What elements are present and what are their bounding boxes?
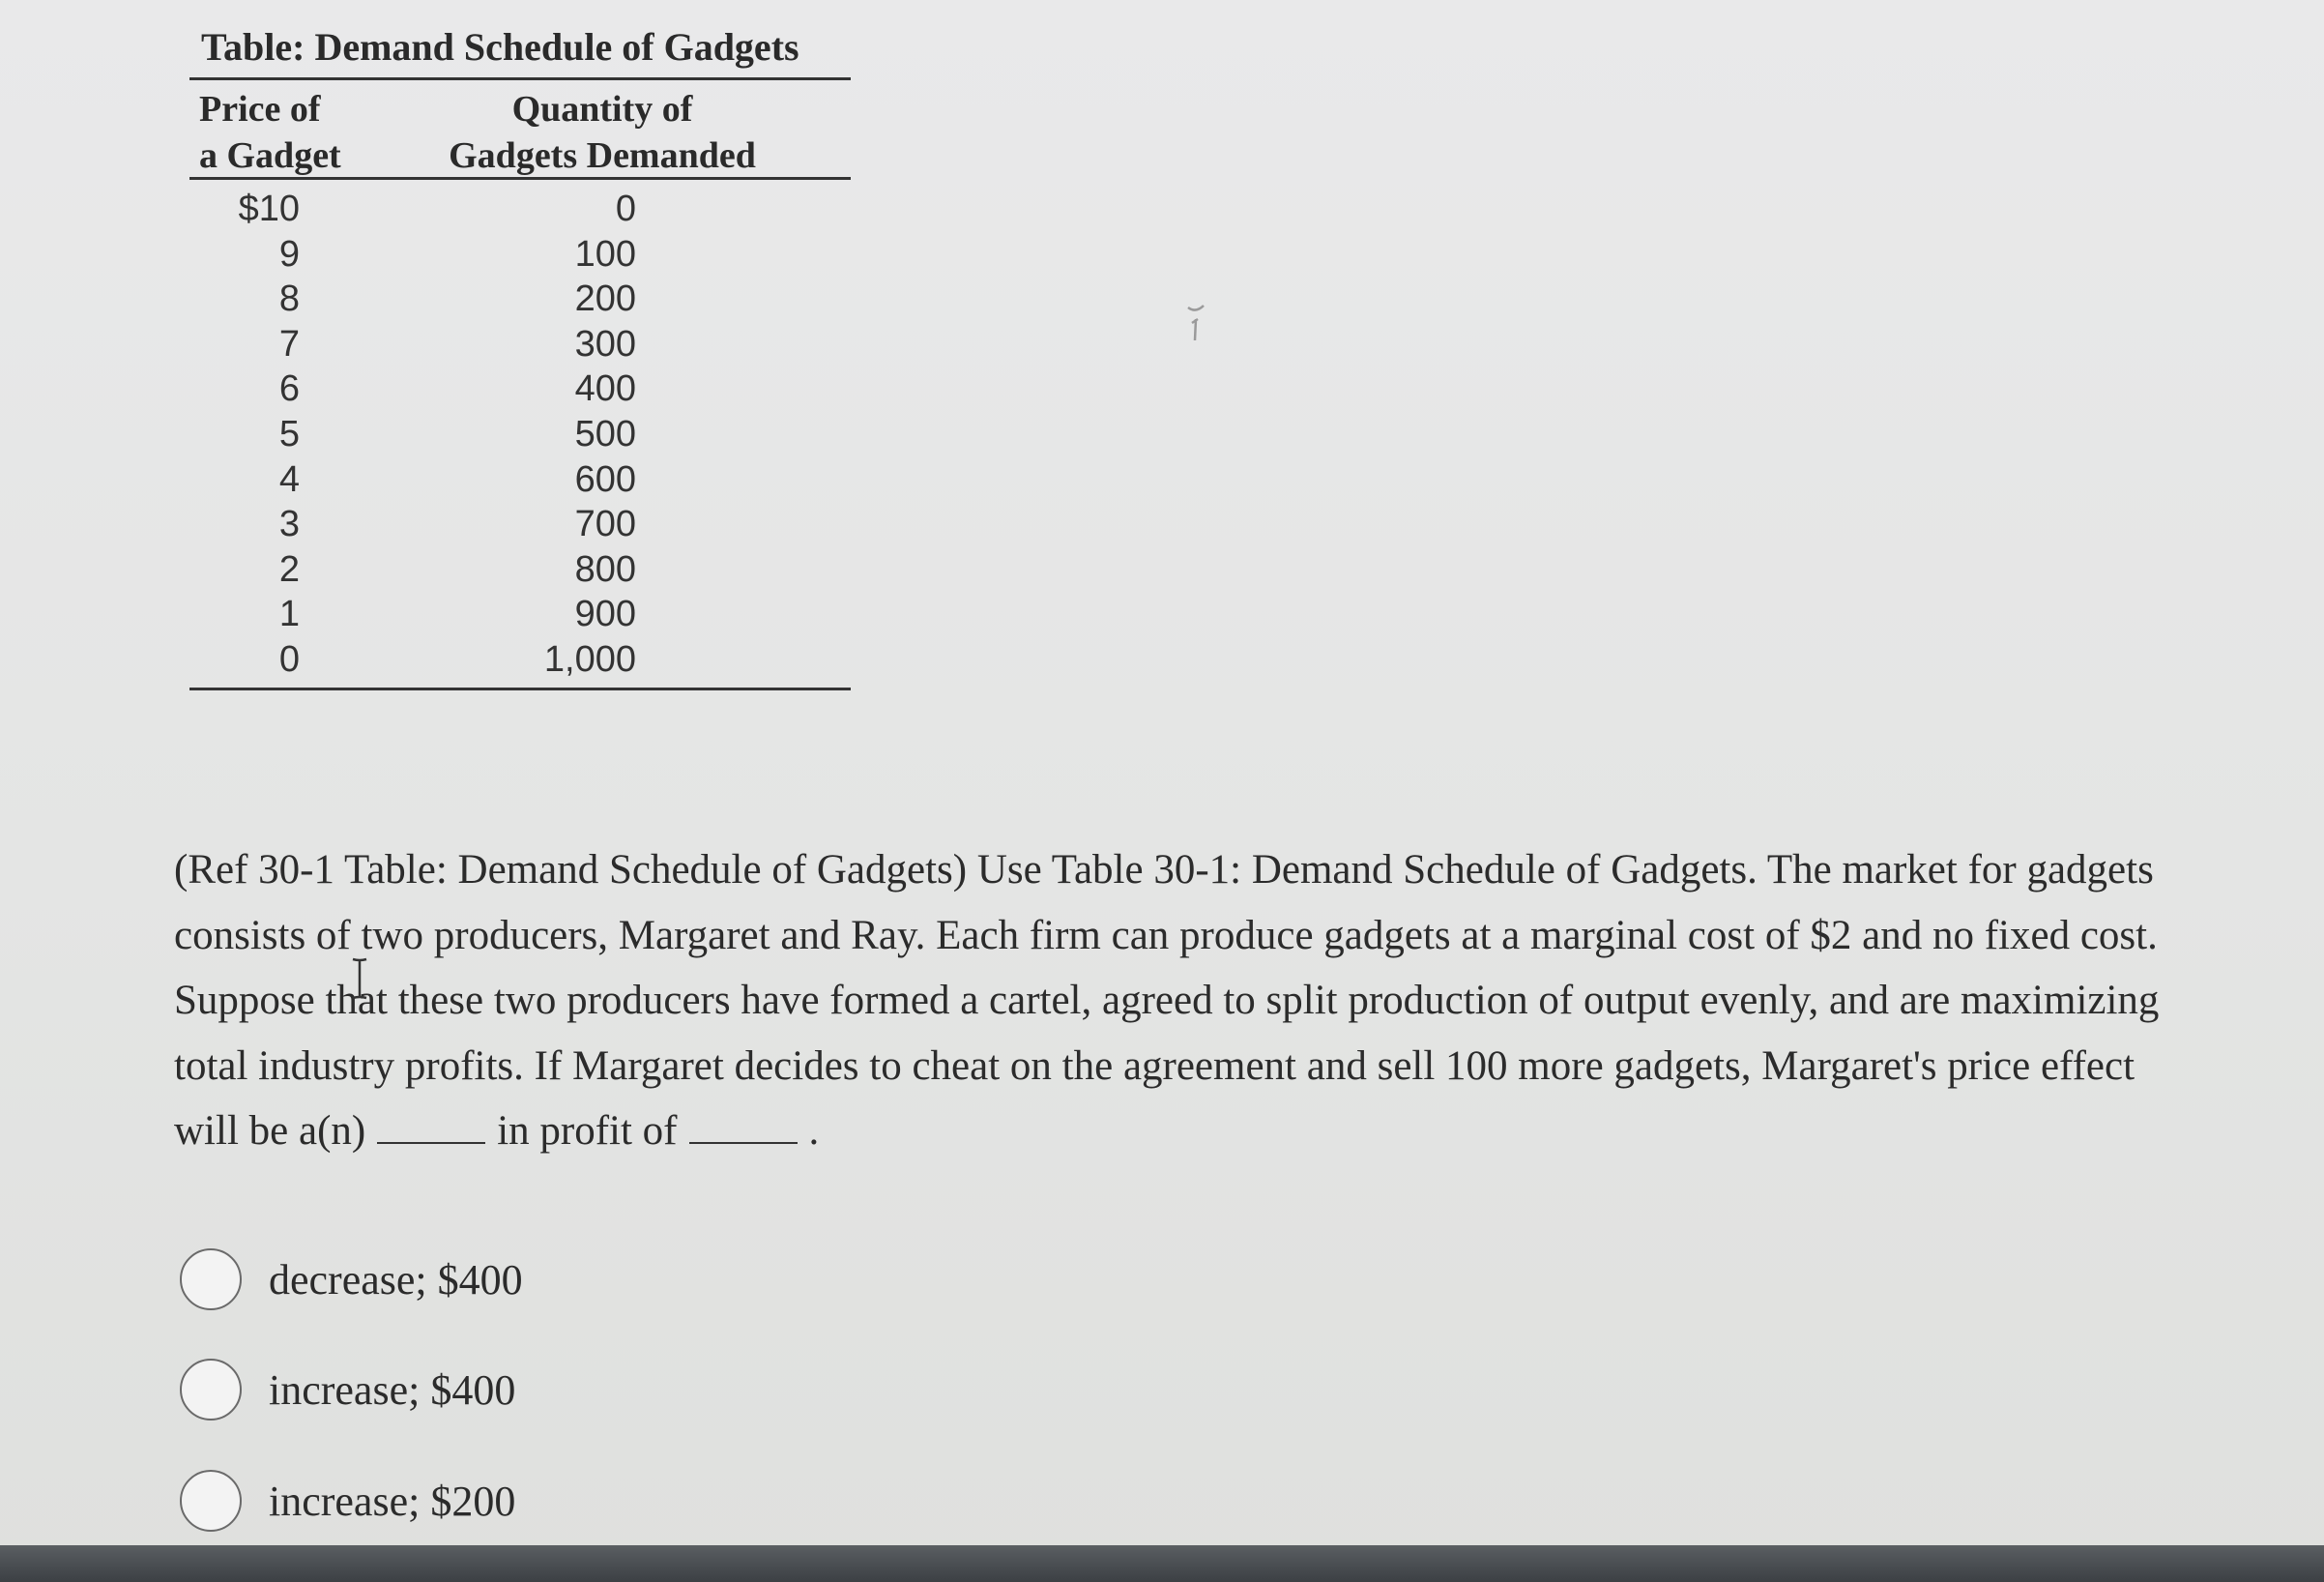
stray-mark-icon: [1185, 300, 1206, 348]
quantity-cell: 100: [574, 233, 636, 275]
table-row: [189, 321, 851, 366]
price-cell: 9: [278, 233, 300, 275]
table-row: [189, 591, 851, 636]
option-label: increase; $400: [269, 1365, 516, 1414]
table-row: [189, 501, 851, 546]
radio-button[interactable]: [180, 1359, 242, 1421]
question-text-part3: .: [808, 1108, 820, 1154]
price-cell: 2: [278, 548, 300, 590]
quantity-cell: 700: [574, 504, 636, 545]
price-cell: 1: [278, 594, 300, 635]
table-title: Table: Demand Schedule of Gadgets: [189, 23, 851, 80]
answer-option-3[interactable]: [180, 1467, 515, 1535]
option-label: decrease; $400: [269, 1255, 523, 1304]
price-cell: 4: [278, 458, 300, 500]
quantity-cell: 200: [574, 278, 636, 320]
price-cell: 3: [278, 504, 300, 545]
qty-header-line2: Gadgets Demanded: [449, 135, 756, 176]
answer-blank-2: [689, 1103, 798, 1144]
quantity-cell: 800: [574, 548, 636, 590]
price-cell: 0: [278, 638, 300, 680]
table-row: [189, 411, 851, 456]
quantity-cell: 1,000: [543, 638, 636, 680]
quantity-cell: 0: [615, 189, 636, 229]
table-header: [189, 80, 851, 180]
quantity-cell: 400: [574, 368, 636, 410]
price-header-line1: Price of: [199, 89, 321, 130]
table-row: [189, 546, 851, 592]
table-row: [189, 276, 851, 321]
qty-header-line1: Quantity of: [511, 89, 693, 130]
price-cell: 7: [278, 323, 300, 365]
table-row: [189, 366, 851, 411]
price-header-line2: a Gadget: [199, 135, 341, 176]
quantity-cell: 900: [574, 594, 636, 635]
option-label: increase; $200: [269, 1477, 516, 1525]
demand-schedule-table: [189, 23, 851, 690]
text-cursor-icon: [350, 957, 369, 1000]
answer-option-1[interactable]: [180, 1245, 523, 1313]
quantity-cell: 300: [574, 323, 636, 365]
price-cell: $10: [238, 189, 300, 229]
table-row: [189, 186, 851, 231]
screen-bezel: [0, 1545, 2324, 1582]
radio-button[interactable]: [180, 1248, 242, 1310]
column-header-quantity: [443, 86, 762, 179]
question-text: [174, 837, 2185, 1164]
table-row: [189, 636, 851, 682]
price-cell: 5: [278, 413, 300, 454]
answer-blank-1: [377, 1103, 485, 1144]
quantity-cell: 600: [574, 458, 636, 500]
price-cell: 8: [278, 278, 300, 320]
question-text-part1: (Ref 30-1 Table: Demand Schedule of Gadgets) Use Table 30-1: Demand Schedule of Gadgets. The market for gadgets consists of two producers, Margaret and Ray. Each firm can produce gadgets at a marginal cost of $2 and no fixed cost. Suppose that these two producers have formed a cartel, agreed to split production of output evenly, and are maximizing total industry profits. If Margaret decides to cheat on the agreement and sell 100 more gadgets, Margaret's price effect will be a(n): [174, 847, 2160, 1154]
table-row: [189, 231, 851, 277]
question-text-part2: in profit of: [497, 1108, 678, 1154]
table-row: [189, 456, 851, 502]
column-header-price: [199, 86, 341, 179]
price-cell: 6: [278, 368, 300, 410]
radio-button[interactable]: [180, 1470, 242, 1532]
table-body: [189, 180, 851, 690]
quantity-cell: 500: [574, 413, 636, 454]
answer-option-2[interactable]: [180, 1356, 515, 1423]
